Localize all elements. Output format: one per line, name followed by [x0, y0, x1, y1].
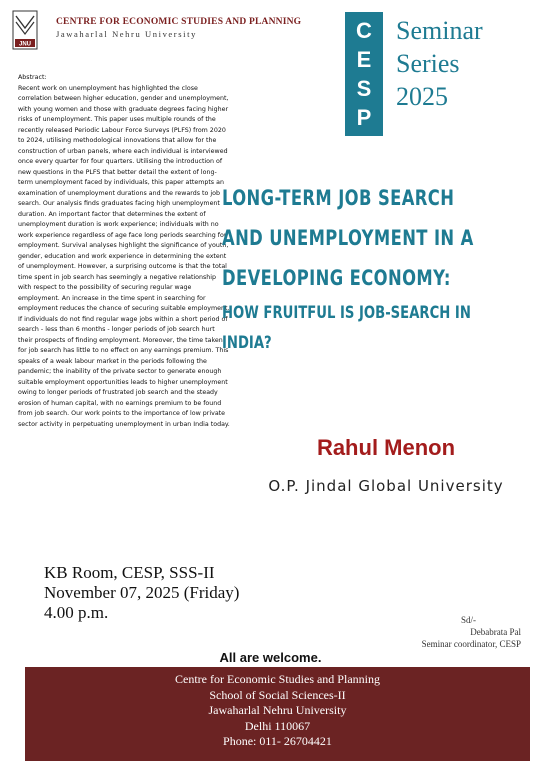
footer-address	[25, 667, 530, 761]
university-name: Jawaharlal Nehru University	[56, 29, 197, 39]
signature-sd: Sd/-	[461, 615, 477, 625]
title-line: DEVELOPING ECONOMY:	[222, 266, 451, 290]
speaker-name: Rahul Menon	[316, 435, 456, 460]
logo-text: JNU	[18, 41, 32, 48]
title-line: AND UNEMPLOYMENT IN A	[222, 226, 474, 250]
signature-role: Seminar coordinator, CESP	[421, 639, 521, 649]
abstract-heading: Abstract:	[18, 74, 47, 81]
abstract-block	[18, 73, 230, 430]
cesp-letter: E	[356, 47, 372, 72]
seminar-series-heading	[396, 14, 483, 113]
abstract-body: Recent work on unemployment has highlighted the close correlation between higher education, gender and unemployment, with young women and those with graduate degrees facing higher risks of unemployment. This paper uses multiple rounds of the recently released Periodic Labour Force Surveys (PLFS) from 2020 to 2024, utilising methodological innovations that allow for the construction of urban panels, where each individual is interviewed once every quarter for four quarters. Utilising the introduction of new questions in the PLFS that better detail the extent of long-term unemployment faced by individuals, this paper attempts an examination of unemployment durations and the rewards to job search. Our analysis finds graduates facing high unemployment duration. An important factor that determines the extent of unemployment duration is work experience; individuals with no work experience regardless of age face long periods searching for employment. Survival analyses highlight the significance of youth, gender, education and work experience in determining the extent of unemployment. However, a surprising outcome is that the total time spent in job search has seemingly a negative relationship with respect to the possibility of securing regular wage employment. An increase in the time spent in searching for employment reduces the chance of securing suitable employment. If individuals do not find regular wage jobs within a short period of search - less than 6 months - longer periods of job search hurt their prospects of finding employment. Moreover, the time taken for job search has little to no effect on any earnings premium. This speaks of a weak labour market in the periods following the pandemic; the inability of the private sector to generate enough suitable employment opportunities leads to higher unemployment owing to longer periods of frustrated job search and the steady erosion of human capital, with no earnings premium to be found from job search. Our work points to the importance of low private sector activity in perpetuating unemployment in urban India today.	[18, 84, 230, 428]
talk-title	[222, 178, 534, 358]
welcome-text: All are welcome.	[219, 650, 322, 665]
cesp-badge	[345, 12, 383, 136]
venue-line: 4.00 p.m.	[44, 603, 109, 622]
series-line: Seminar	[396, 16, 483, 45]
speaker-affiliation: O.P. Jindal Global University	[268, 477, 504, 495]
footer-line: Jawaharlal Nehru University	[208, 703, 347, 717]
venue-line: November 07, 2025 (Friday)	[44, 583, 240, 602]
cesp-letter: P	[356, 105, 372, 130]
footer-line: Phone: 011- 26704421	[223, 734, 332, 748]
jnu-logo	[12, 10, 38, 50]
subtitle-line: INDIA?	[222, 333, 272, 352]
series-line: Series	[396, 49, 460, 78]
title-line: LONG-TERM JOB SEARCH	[222, 186, 455, 210]
footer-line: Delhi 110067	[244, 718, 311, 733]
footer-line: Centre for Economic Studies and Planning	[175, 672, 380, 686]
footer-line: School of Social Sciences-II	[209, 687, 346, 702]
signature-block	[381, 614, 521, 650]
cesp-letter: S	[356, 76, 372, 101]
centre-name: CENTRE FOR ECONOMIC STUDIES AND PLANNING	[56, 17, 302, 27]
cesp-letter: C	[356, 18, 372, 43]
series-line: 2025	[396, 82, 448, 111]
signature-name: Debabrata Pal	[470, 627, 521, 637]
subtitle-line: HOW FRUITFUL IS JOB-SEARCH IN	[222, 303, 471, 322]
venue-line: KB Room, CESP, SSS-II	[44, 563, 215, 582]
jnu-emblem-icon	[12, 10, 38, 50]
venue-details	[44, 563, 239, 623]
